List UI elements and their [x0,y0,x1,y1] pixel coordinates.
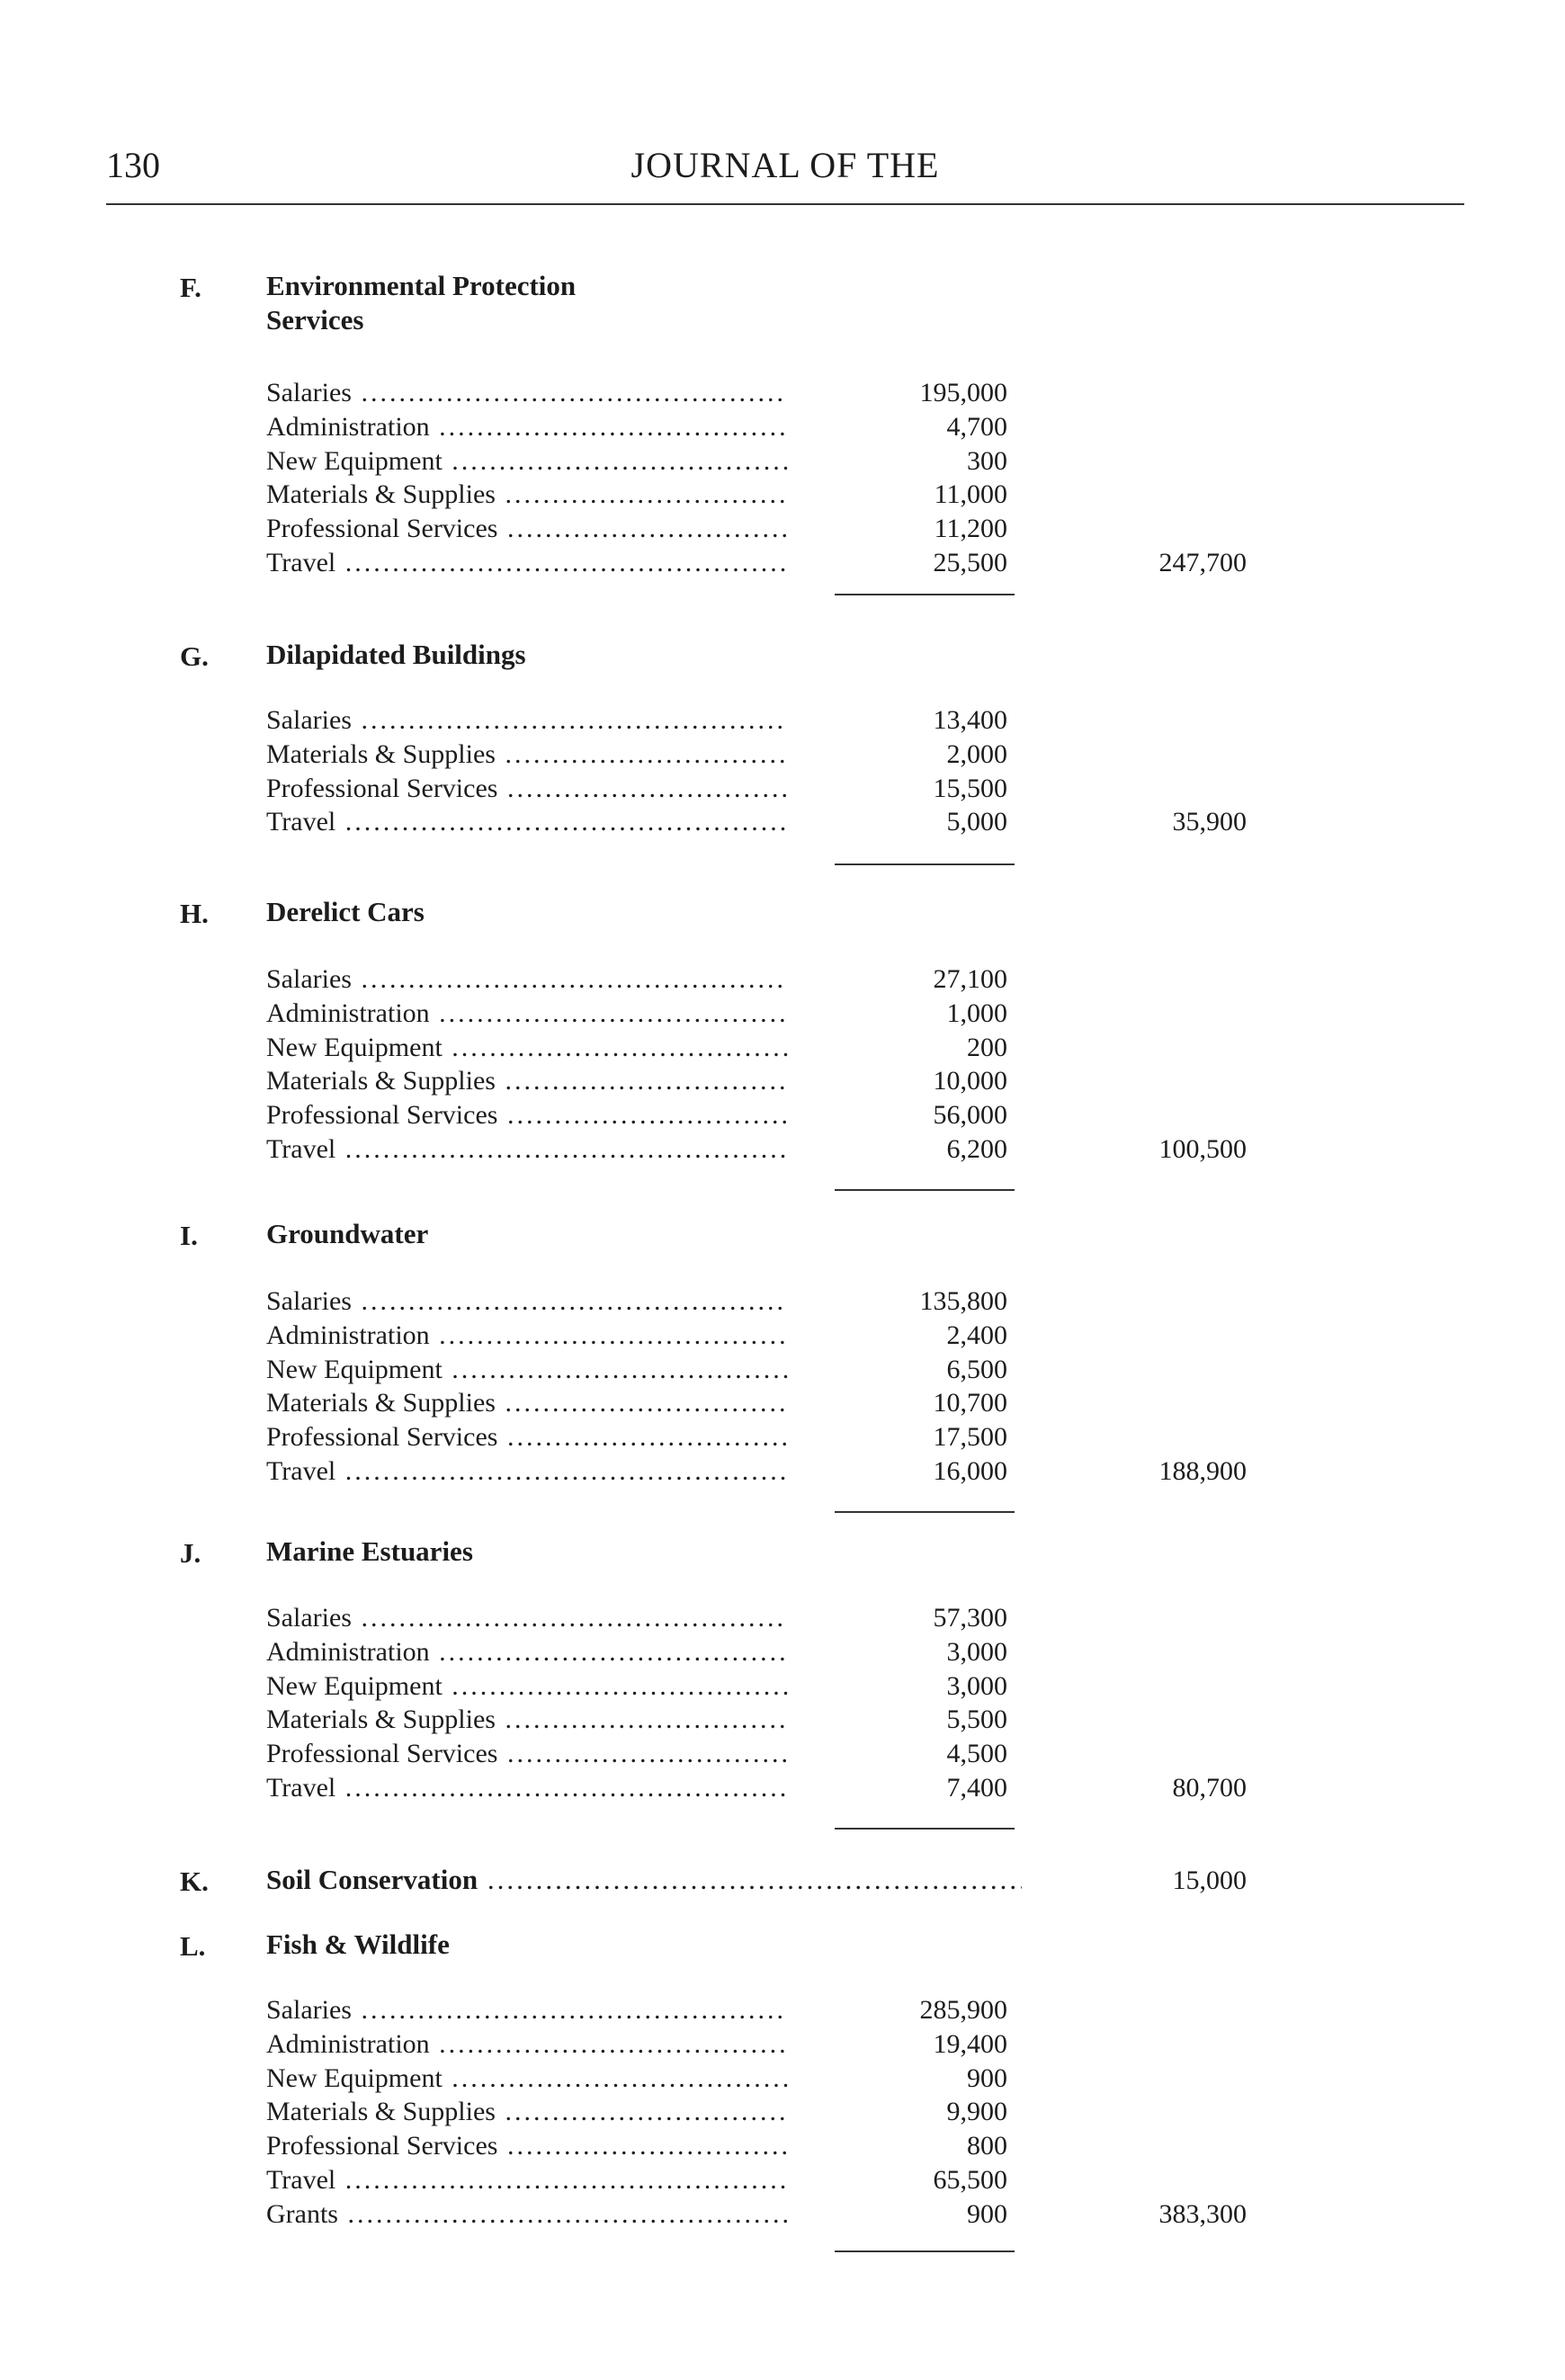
line-item-label: Travel ..... [266,1132,788,1167]
line-item-amount: 27,100 [933,964,1007,994]
line-item [266,410,1435,444]
line-item-label: Travel ..... [266,1454,788,1489]
subtotal-rule [835,1511,1015,1513]
line-item [266,805,1435,839]
line-item [266,2163,1435,2197]
line-item [266,478,1435,512]
line-item-amount: 2,400 [946,1320,1007,1350]
line-item [266,1703,1435,1737]
line-item [266,1098,1435,1132]
line-item-amount: 57,300 [933,1603,1007,1633]
line-item-label: New Equipment ..... [266,444,788,479]
section-total: 35,900 [1172,807,1247,837]
line-item-amount: 195,000 [919,378,1007,407]
line-item [266,444,1435,479]
line-item-label: Materials & Supplies ..... [266,478,788,512]
line-item-label: Professional Services ..... [266,2129,788,2163]
line-item-amount: 19,400 [933,2028,1007,2059]
section-letter: K. [180,1866,209,1897]
section-letter: I. [180,1220,198,1251]
line-item [266,2129,1435,2163]
line-item-label: New Equipment ..... [266,1353,788,1387]
line-item-label: Travel ..... [266,1771,788,1805]
section-total: 100,500 [1158,1134,1247,1164]
section-letter: L. [180,1930,206,1962]
line-item-label: Administration ..... [266,1635,788,1669]
line-item-label: Materials & Supplies ..... [266,2095,788,2129]
line-item-amount: 200 [967,1032,1007,1062]
line-item-label: New Equipment ..... [266,1031,788,1065]
section-title: Marine Estuaries [266,1535,473,1567]
section-letter: F. [180,272,201,303]
section-total: 15,000 [1172,1866,1247,1895]
line-item-amount: 10,700 [933,1388,1007,1418]
line-item-label: New Equipment ..... [266,2062,788,2096]
line-item [266,962,1435,997]
line-item-amount: 3,000 [946,1670,1007,1701]
line-item-amount: 900 [967,2062,1007,2093]
line-item-amount: 900 [967,2198,1007,2229]
line-item-amount: 800 [967,2131,1007,2161]
line-item [266,772,1435,806]
line-item [266,1132,1435,1167]
line-item [266,512,1435,546]
line-item-label: Materials & Supplies ..... [266,1703,788,1737]
line-item-label: Salaries ..... [266,1601,788,1635]
line-item [266,1319,1435,1353]
line-item [266,1635,1435,1669]
subtotal-rule [835,2250,1015,2252]
line-item [266,2095,1435,2129]
line-item-label: Salaries ..... [266,962,788,997]
line-item-label: Salaries ..... [266,376,788,410]
line-item [266,1353,1435,1387]
line-item [266,376,1435,410]
line-item-amount: 16,000 [933,1456,1007,1486]
line-item-amount: 10,000 [933,1066,1007,1096]
line-item-label: Administration ..... [266,2027,788,2062]
subtotal-rule [835,1828,1015,1830]
section-title: Environmental Protection [266,270,577,301]
section-title: Services [266,304,364,336]
section-title: Fish & Wildlife [266,1928,450,1960]
line-item-amount: 5,000 [946,807,1007,837]
line-item-label: Travel ..... [266,805,788,839]
line-item [266,703,1435,738]
line-item-amount: 6,200 [946,1134,1007,1164]
line-item-label: Administration ..... [266,997,788,1031]
page-number: 130 [106,145,160,185]
line-item [266,1064,1435,1098]
line-item-label: Materials & Supplies ..... [266,1064,788,1098]
subtotal-rule [835,863,1015,865]
line-item-label: Travel ..... [266,546,788,580]
section-title: Soil Conservation ..... [266,1862,1022,1898]
line-item-amount: 11,000 [934,479,1007,510]
line-item-label: Materials & Supplies ..... [266,738,788,772]
line-item [266,1771,1435,1805]
line-item [266,1737,1435,1771]
line-item-amount: 65,500 [933,2165,1007,2195]
section-total: 383,300 [1158,2198,1247,2229]
line-item-amount: 11,200 [934,514,1007,544]
line-item-amount: 17,500 [933,1422,1007,1453]
line-item-label: Professional Services ..... [266,512,788,546]
line-item [266,2027,1435,2062]
line-item [266,738,1435,772]
section-letter: J. [180,1537,201,1569]
line-item [266,1669,1435,1704]
line-item-amount: 135,800 [919,1286,1007,1316]
line-item-amount: 1,000 [946,998,1007,1028]
line-item-amount: 300 [967,445,1007,476]
subtotal-rule [835,1189,1015,1191]
section-total: 188,900 [1158,1456,1247,1486]
line-item [266,1601,1435,1635]
line-item-amount: 4,700 [946,411,1007,442]
line-item-amount: 4,500 [946,1739,1007,1769]
line-item [266,1993,1435,2027]
line-item-label: New Equipment ..... [266,1669,788,1704]
line-item-label: Materials & Supplies ..... [266,1386,788,1420]
line-item-label: Administration ..... [266,410,788,444]
line-item [266,2062,1435,2096]
line-item-amount: 6,500 [946,1354,1007,1384]
line-item-label: Administration ..... [266,1319,788,1353]
line-item [266,1031,1435,1065]
section-total: 80,700 [1172,1773,1247,1803]
line-item-amount: 9,900 [946,2097,1007,2127]
section-title: Dilapidated Buildings [266,639,526,670]
section-title: Derelict Cars [266,896,425,927]
line-item-amount: 5,500 [946,1704,1007,1735]
line-item-label: Salaries ..... [266,703,788,738]
line-item [266,1454,1435,1489]
line-item [266,2197,1435,2232]
section-total: 247,700 [1158,548,1247,577]
line-item-label: Professional Services ..... [266,1098,788,1132]
line-item-amount: 3,000 [946,1636,1007,1667]
running-title: JOURNAL OF THE [630,145,940,185]
line-item [266,997,1435,1031]
line-item-amount: 13,400 [933,705,1007,735]
line-item-amount: 285,900 [919,1995,1007,2025]
line-item-label: Travel ..... [266,2163,788,2197]
line-item [266,1420,1435,1454]
subtotal-rule [835,594,1015,595]
line-item-amount: 15,500 [933,773,1007,803]
section-title: Groundwater [266,1218,429,1249]
line-item [266,1284,1435,1319]
line-item-amount: 2,000 [946,738,1007,769]
line-item-label: Professional Services ..... [266,1420,788,1454]
line-item-amount: 7,400 [946,1773,1007,1803]
page-header [106,144,1464,198]
header-rule [106,203,1464,205]
section-letter: G. [180,640,209,672]
line-item [266,546,1435,580]
line-item [266,1386,1435,1420]
line-item-label: Salaries ..... [266,1284,788,1319]
line-item-amount: 56,000 [933,1100,1007,1131]
line-item-label: Professional Services ..... [266,772,788,806]
line-item-label: Professional Services ..... [266,1737,788,1771]
line-item-label: Salaries ..... [266,1993,788,2027]
section-letter: H. [180,898,209,929]
line-item-amount: 25,500 [933,548,1007,577]
line-item-label: Grants ..... [266,2197,788,2232]
